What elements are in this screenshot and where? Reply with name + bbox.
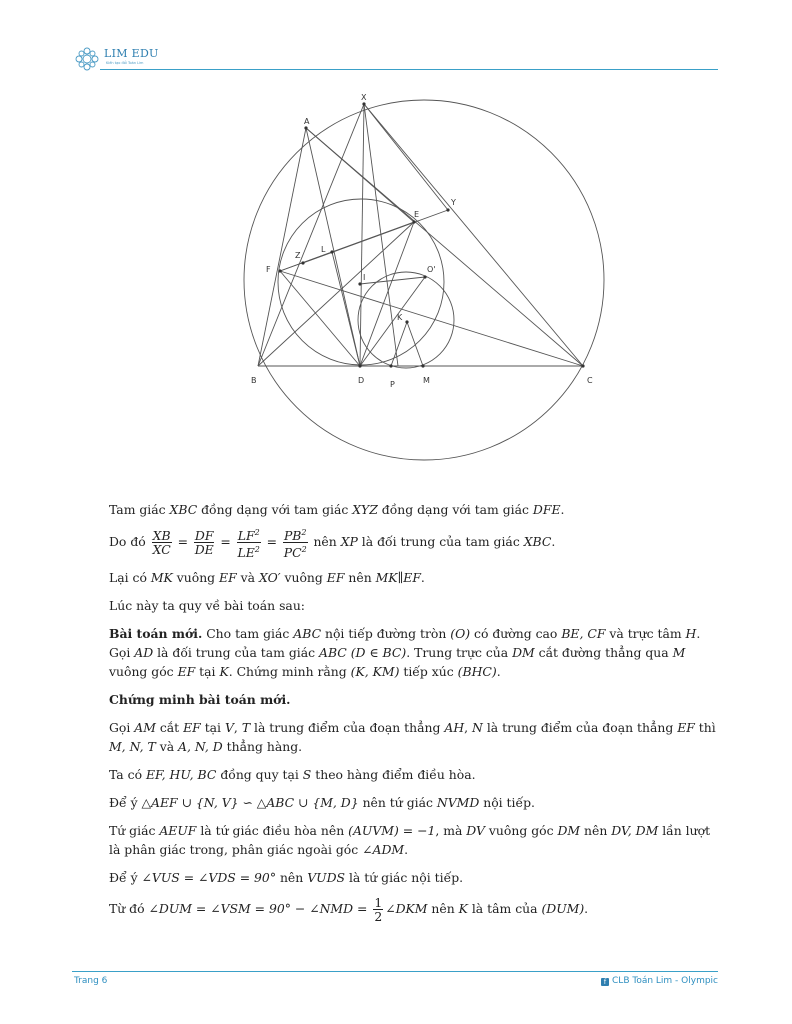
label-x: X: [361, 93, 367, 102]
paragraph-conclusion: Từ đó ∠DUM = ∠VSM = 90° − ∠NMD = $\frac{1}{2}$ ∠DKM nên K là tâm của (DUM).: [109, 895, 589, 925]
label-b: B: [251, 376, 257, 385]
circle-circumcircle: [244, 100, 604, 460]
club-credit: f CLB Toán Lim - Olympic: [601, 976, 718, 986]
segment-fl: [280, 252, 332, 271]
paragraph-cyclic-vuds: Để ý ∠VUS = ∠VDS = 90° nên VUDS là tứ giác nội tiếp.: [109, 870, 464, 886]
segment-xc: [364, 104, 583, 366]
footer-rule: [72, 971, 718, 972]
paragraph-concurrent: Ta có EF, HU, BC đồng quy tại S theo hàng điểm điều hòa.: [109, 767, 476, 783]
geometry-figure: [236, 82, 612, 472]
segment-ab: [258, 128, 306, 366]
paragraph-reduction: Lúc này ta quy về bài toán sau:: [109, 598, 305, 614]
segment-be: [258, 222, 414, 366]
facebook-icon: f: [601, 978, 609, 986]
segment-cf: [280, 271, 583, 366]
label-k: K: [397, 313, 403, 322]
label-z: Z: [295, 251, 301, 260]
paragraph-cyclic-nvmd: Để ý △AEF ∪ {N, V} ∽ △ABC ∪ {M, D} nên tứ giác NVMD nội tiếp.: [109, 795, 535, 811]
segment-xp: [364, 104, 398, 366]
paragraph-midpoints: Gọi AM cắt EF tại V, T là trung điểm của đoạn thẳng AH, N là trung điểm của đoạn thẳng EF thì M, N, T và A, N, D thẳng hàng.: [109, 720, 716, 755]
circle-small: [358, 272, 454, 368]
label-l: L: [321, 245, 326, 254]
paragraph-new-problem: Bài toán mới. Cho tam giác ABC nội tiếp đường tròn (O) có đường cao BE, CF và trực tâm H. Gọi AD là đối trung của tam giác ABC (D ∈ BC). Trung trực của DM cắt đường thẳng qua M vuông góc EF tại K. Chứng minh rằng (K, KM) tiếp xúc (BHC).: [109, 626, 701, 680]
segment-km: [407, 322, 423, 366]
label-f: F: [266, 265, 271, 274]
paragraph-similarity: Tam giác XBC đồng dạng với tam giác XYZ đồng dạng với tam giác DFE.: [109, 502, 565, 517]
brand-name: LIM EDU: [104, 47, 159, 60]
segment-xb: [258, 104, 364, 366]
brand-tagline: Kiến tạo đổi Toán Lim: [106, 61, 144, 65]
label-e: E: [414, 210, 420, 219]
lim-edu-logo-icon: [72, 44, 102, 74]
label-p: P: [390, 380, 395, 389]
paragraph-parallel: Lại có MK vuông EF và XO′ vuông EF nên MK∥EF.: [109, 570, 425, 586]
segment-od: [360, 277, 425, 366]
label-c: C: [587, 376, 593, 385]
header-rule: [100, 69, 718, 70]
proof-heading: Chứng minh bài toán mới.: [109, 692, 291, 708]
label-i: I: [363, 273, 366, 282]
page-content: [109, 500, 719, 932]
paragraph-harmonic: Tứ giác AEUF là tứ giác điều hòa nên (AUVM) = −1, mà DV vuông góc DM nên DV, DM lần lượt là phân giác trong, phân giác ngoài góc ∠ADM.: [109, 823, 711, 858]
label-y: Y: [451, 198, 456, 207]
page-number: Trang 6: [74, 976, 108, 986]
segment-xy: [364, 104, 448, 210]
segment-xd: [360, 104, 364, 366]
segment-ad: [306, 128, 360, 366]
label-a: A: [304, 117, 310, 126]
label-m: M: [423, 376, 430, 385]
label-d: D: [358, 376, 365, 385]
segment-io: [360, 277, 425, 284]
segment-ed: [360, 222, 414, 366]
label-o-prime: O': [427, 265, 436, 274]
paragraph-ratio: Do đó $\frac{XB}{XC}$ = $\frac{DF}{DE}$ = $\frac{LF^2}{LE^2}$ = $\frac{PB^2}{PC^2}$ nên XP là đối trung của tam giác XBC.: [109, 528, 556, 561]
